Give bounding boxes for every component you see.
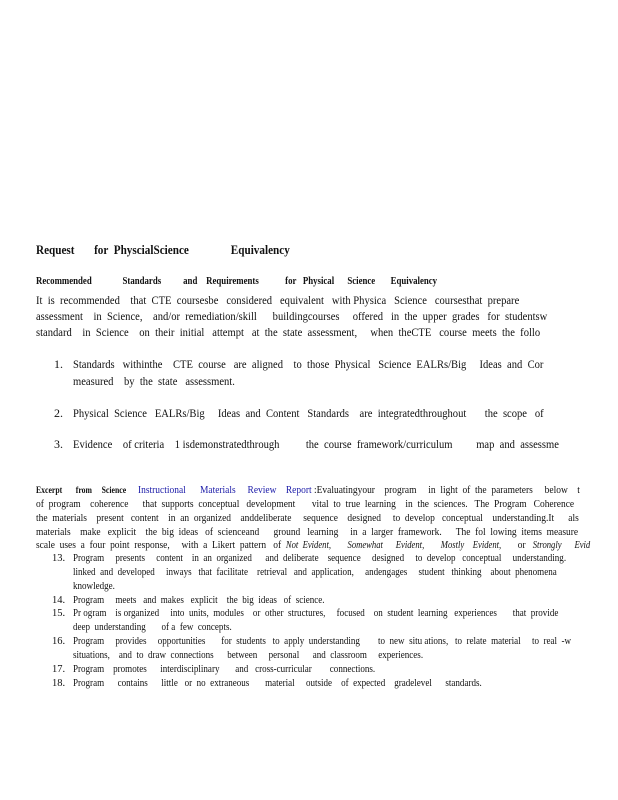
excerpt-line: materials make explicit the big ideas of scienceand ground learning in a larger framework. The fol lowing items measure — [36, 526, 579, 538]
page-title: Request for PhyscialScience Equivalency — [36, 242, 290, 257]
item-text: situations, and to draw connections between personal and classroom experiences. — [73, 650, 424, 661]
excerpt-first-line — [36, 485, 580, 496]
scale-option: Not Evident, — [285, 540, 331, 551]
criteria-text: Evidence of criteria 1 isdemonstratedthrough the course framework/curriculum map and assessme — [73, 437, 559, 451]
excerpt-line: of program coherence that supports conceptual development vital to true learning in the sciences. The Program Coherence — [36, 498, 575, 510]
criteria-number: 1. — [54, 357, 63, 371]
excerpt-line: the materials present content in an organized anddeliberate sequence designed to develop conceptual understanding.It als — [36, 512, 579, 524]
scale-option: Somewhat Evident, — [347, 540, 425, 551]
section-heading: Recommended Standards and Requirements for Physical Science Equivalency — [36, 275, 438, 287]
item-number: 16. — [52, 636, 66, 647]
criteria-text: measured by the state assessment. — [73, 374, 235, 388]
item-text: Program meets and makes explicit the big ideas of science. — [73, 595, 325, 606]
scale-or: or — [517, 539, 526, 551]
criteria-text: Standards withinthe CTE course are aligned to those Physical Science EALRs/Big Ideas and Cor — [73, 357, 544, 371]
criteria-text: Physical Science EALRs/Big Ideas and Content Standards are integratedthroughout the scope of — [73, 406, 544, 420]
criteria-number: 2. — [54, 406, 63, 420]
item-number: 15. — [52, 608, 66, 619]
excerpt-text: :Evaluatingyour program in light of the parameters below t — [311, 484, 580, 496]
item-number: 14. — [52, 595, 66, 606]
criteria-number: 3. — [54, 437, 63, 451]
excerpt-lead: Excerpt from Science — [36, 485, 127, 495]
excerpt-scale-line — [36, 540, 590, 551]
item-number: 17. — [52, 664, 66, 675]
intro-line-2: assessment in Science, and/or remediation/skill buildingcourses offered in the upper grades for studentsw — [36, 309, 548, 323]
intro-line-1: It is recommended that CTE coursesbe considered equivalent with Physica Science coursesthat prepare — [36, 293, 520, 307]
item-text: Program presents content in an organized and deliberate sequence designed to develop conceptual understanding. — [73, 553, 567, 564]
scale-option: Mostly Evident, — [440, 540, 502, 551]
scale-text: scale uses a four point response, with a Likert pattern of — [36, 539, 282, 551]
item-text: deep understanding of a few concepts. — [73, 622, 232, 633]
item-text: Program contains little or no extraneous material outside of expected gradelevel standards. — [73, 678, 482, 689]
item-number: 13. — [52, 553, 66, 564]
item-text: knowledge. — [73, 581, 115, 592]
item-text: Pr ogram is organized into units, modules or other structures, focused on student learning experiences that provide — [73, 608, 559, 619]
scale-option: Strongly Evid — [532, 540, 591, 551]
item-text: Program provides opportunities for students to apply understanding to new situ ations, to relate material to real -w — [73, 636, 572, 647]
item-text: Program promotes interdisciplinary and cross-curricular connections. — [73, 664, 376, 675]
intro-line-3: standard in Science on their initial attempt at the state assessment, when theCTE course meets the follo — [36, 325, 541, 339]
item-number: 18. — [52, 678, 66, 689]
item-text: linked and developed inways that facilitate retrieval and application, andengages student thinking about phenomena — [73, 567, 557, 578]
report-link[interactable]: Instructional Materials Review Report — [137, 484, 312, 496]
